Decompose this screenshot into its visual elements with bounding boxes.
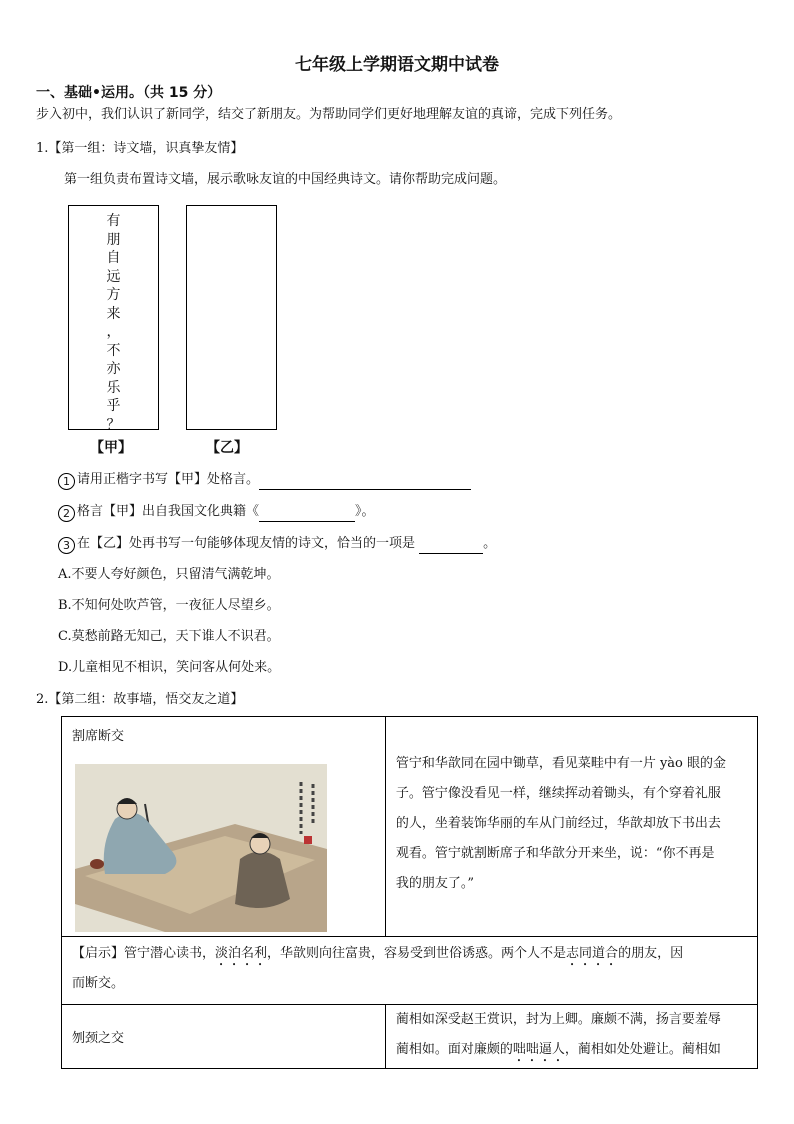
story-1-text-cell: [385, 717, 757, 937]
question-1-description: 第一组负责布置诗文墙，展示歌咏友谊的中国经典诗文。请你帮助完成问题。: [64, 172, 507, 187]
insight-emphasis: 淡泊名利: [215, 946, 268, 961]
story-1-line: 的人，坐着装饰华丽的车从门前经过，华歆却放下书出去: [395, 816, 721, 831]
insight-cell: [62, 937, 758, 1005]
painting-image: [75, 764, 327, 932]
poem-char: 远: [106, 268, 121, 285]
story-table: [61, 716, 758, 1069]
story-2-line: 蔺相如深受赵王赏识，封为上卿。廉颇不满，扬言要羞辱: [395, 1012, 721, 1027]
story-1-line: 我的朋友了。”: [395, 876, 474, 891]
sub-question-2-end: 》。: [355, 504, 375, 519]
poem-char: 不: [106, 342, 121, 359]
poem-char: ？: [106, 416, 121, 433]
story-2-part: 蔺相如。面对廉颇的: [395, 1042, 513, 1057]
insight-emphasis: 志同道合: [566, 946, 619, 961]
intro-text: 步入初中，我们认识了新同学，结交了新朋友。为帮助同学们更好地理解友谊的真谛，完成下列任务。: [36, 107, 622, 122]
story-1-title: 割席断交: [72, 729, 125, 744]
circled-number-2: 2: [58, 505, 75, 522]
poem-char: 朋: [106, 231, 121, 248]
answer-blank-3[interactable]: [419, 553, 483, 554]
poem-vertical-text: [69, 212, 158, 434]
question-1-header: 1.【第一组：诗文墙，识真挚友情】: [36, 141, 244, 156]
option-d: D.儿童相见不相识，笑问客从何处来。: [58, 660, 281, 675]
circled-number-1: 1: [58, 473, 75, 490]
painting-seal-text: [76, 765, 77, 766]
story-2-emphasis: 咄咄逼人: [512, 1042, 565, 1057]
option-c: C.莫愁前路无知己，天下谁人不识君。: [58, 629, 280, 644]
section-heading: 一、基础•运用。（共 15 分）: [36, 85, 222, 101]
insight-part: 的朋友，因: [618, 946, 684, 961]
story-2-part: ，蔺相如处处避让。蔺相如: [564, 1042, 721, 1057]
poem-box-yi: [186, 205, 277, 430]
insight-text: [62, 937, 757, 999]
sub-question-3-end: 。: [483, 536, 497, 551]
sub-question-1: [58, 470, 471, 490]
question-2-header: 2.【第二组：故事墙，悟交友之道】: [36, 692, 244, 707]
option-a: A.不要人夸好颜色，只留清气满乾坤。: [58, 567, 280, 582]
story-1-line: 子。管宁像没看见一样，继续挥动着锄头，有个穿着礼服: [395, 786, 721, 801]
story-2-title: 刎颈之交: [72, 1031, 125, 1046]
sub-question-2-text: 格言【甲】出自我国文化典籍《: [77, 504, 260, 519]
sub-question-3: [58, 534, 496, 554]
story-2-left-cell: [62, 1005, 386, 1069]
sub-question-2: [58, 502, 375, 522]
answer-blank-1[interactable]: [259, 489, 471, 490]
label-jia: 【甲】: [90, 440, 132, 456]
poem-char: 有: [106, 213, 121, 229]
sub-question-3-text: 在【乙】处再书写一句能够体现友情的诗文，恰当的一项是: [77, 536, 416, 551]
poem-char: 乎: [106, 398, 121, 414]
poem-char: ，: [106, 324, 121, 340]
insight-line-2: 而断交。: [72, 976, 125, 991]
poem-char: 亦: [106, 361, 121, 377]
story-1-left-cell: [62, 717, 386, 937]
page-title: 七年级上学期语文期中试卷: [295, 55, 499, 75]
option-b: B.不知何处吹芦管，一夜征人尽望乡。: [58, 598, 280, 613]
sub-question-1-text: 请用正楷字书写【甲】处格言。: [77, 472, 260, 487]
insight-part: 【启示】管宁潜心读书，: [72, 946, 216, 961]
circled-number-3: 3: [58, 537, 75, 554]
insight-part: ，华歆则向往富贵，容易受到世俗诱惑。两个人不是: [267, 946, 567, 961]
poem-char: 自: [106, 250, 121, 266]
story-2-text: [386, 1005, 757, 1065]
story-1-line: 管宁和华歆同在园中锄草，看见菜畦中有一片 yào 眼的金: [395, 756, 727, 771]
poem-char: 来: [106, 305, 121, 322]
poem-box-jia: [68, 205, 159, 433]
answer-blank-2[interactable]: [259, 521, 355, 522]
story-1-text: [386, 749, 757, 899]
story-1-line: 观看。管宁就割断席子和华歆分开来坐，说：“你不再是: [395, 846, 715, 861]
poem-char: 乐: [106, 379, 121, 396]
story-2-text-cell: [385, 1005, 757, 1069]
poem-char: 方: [106, 287, 121, 303]
painting-illustration: [75, 764, 327, 932]
label-yi: 【乙】: [206, 440, 248, 456]
